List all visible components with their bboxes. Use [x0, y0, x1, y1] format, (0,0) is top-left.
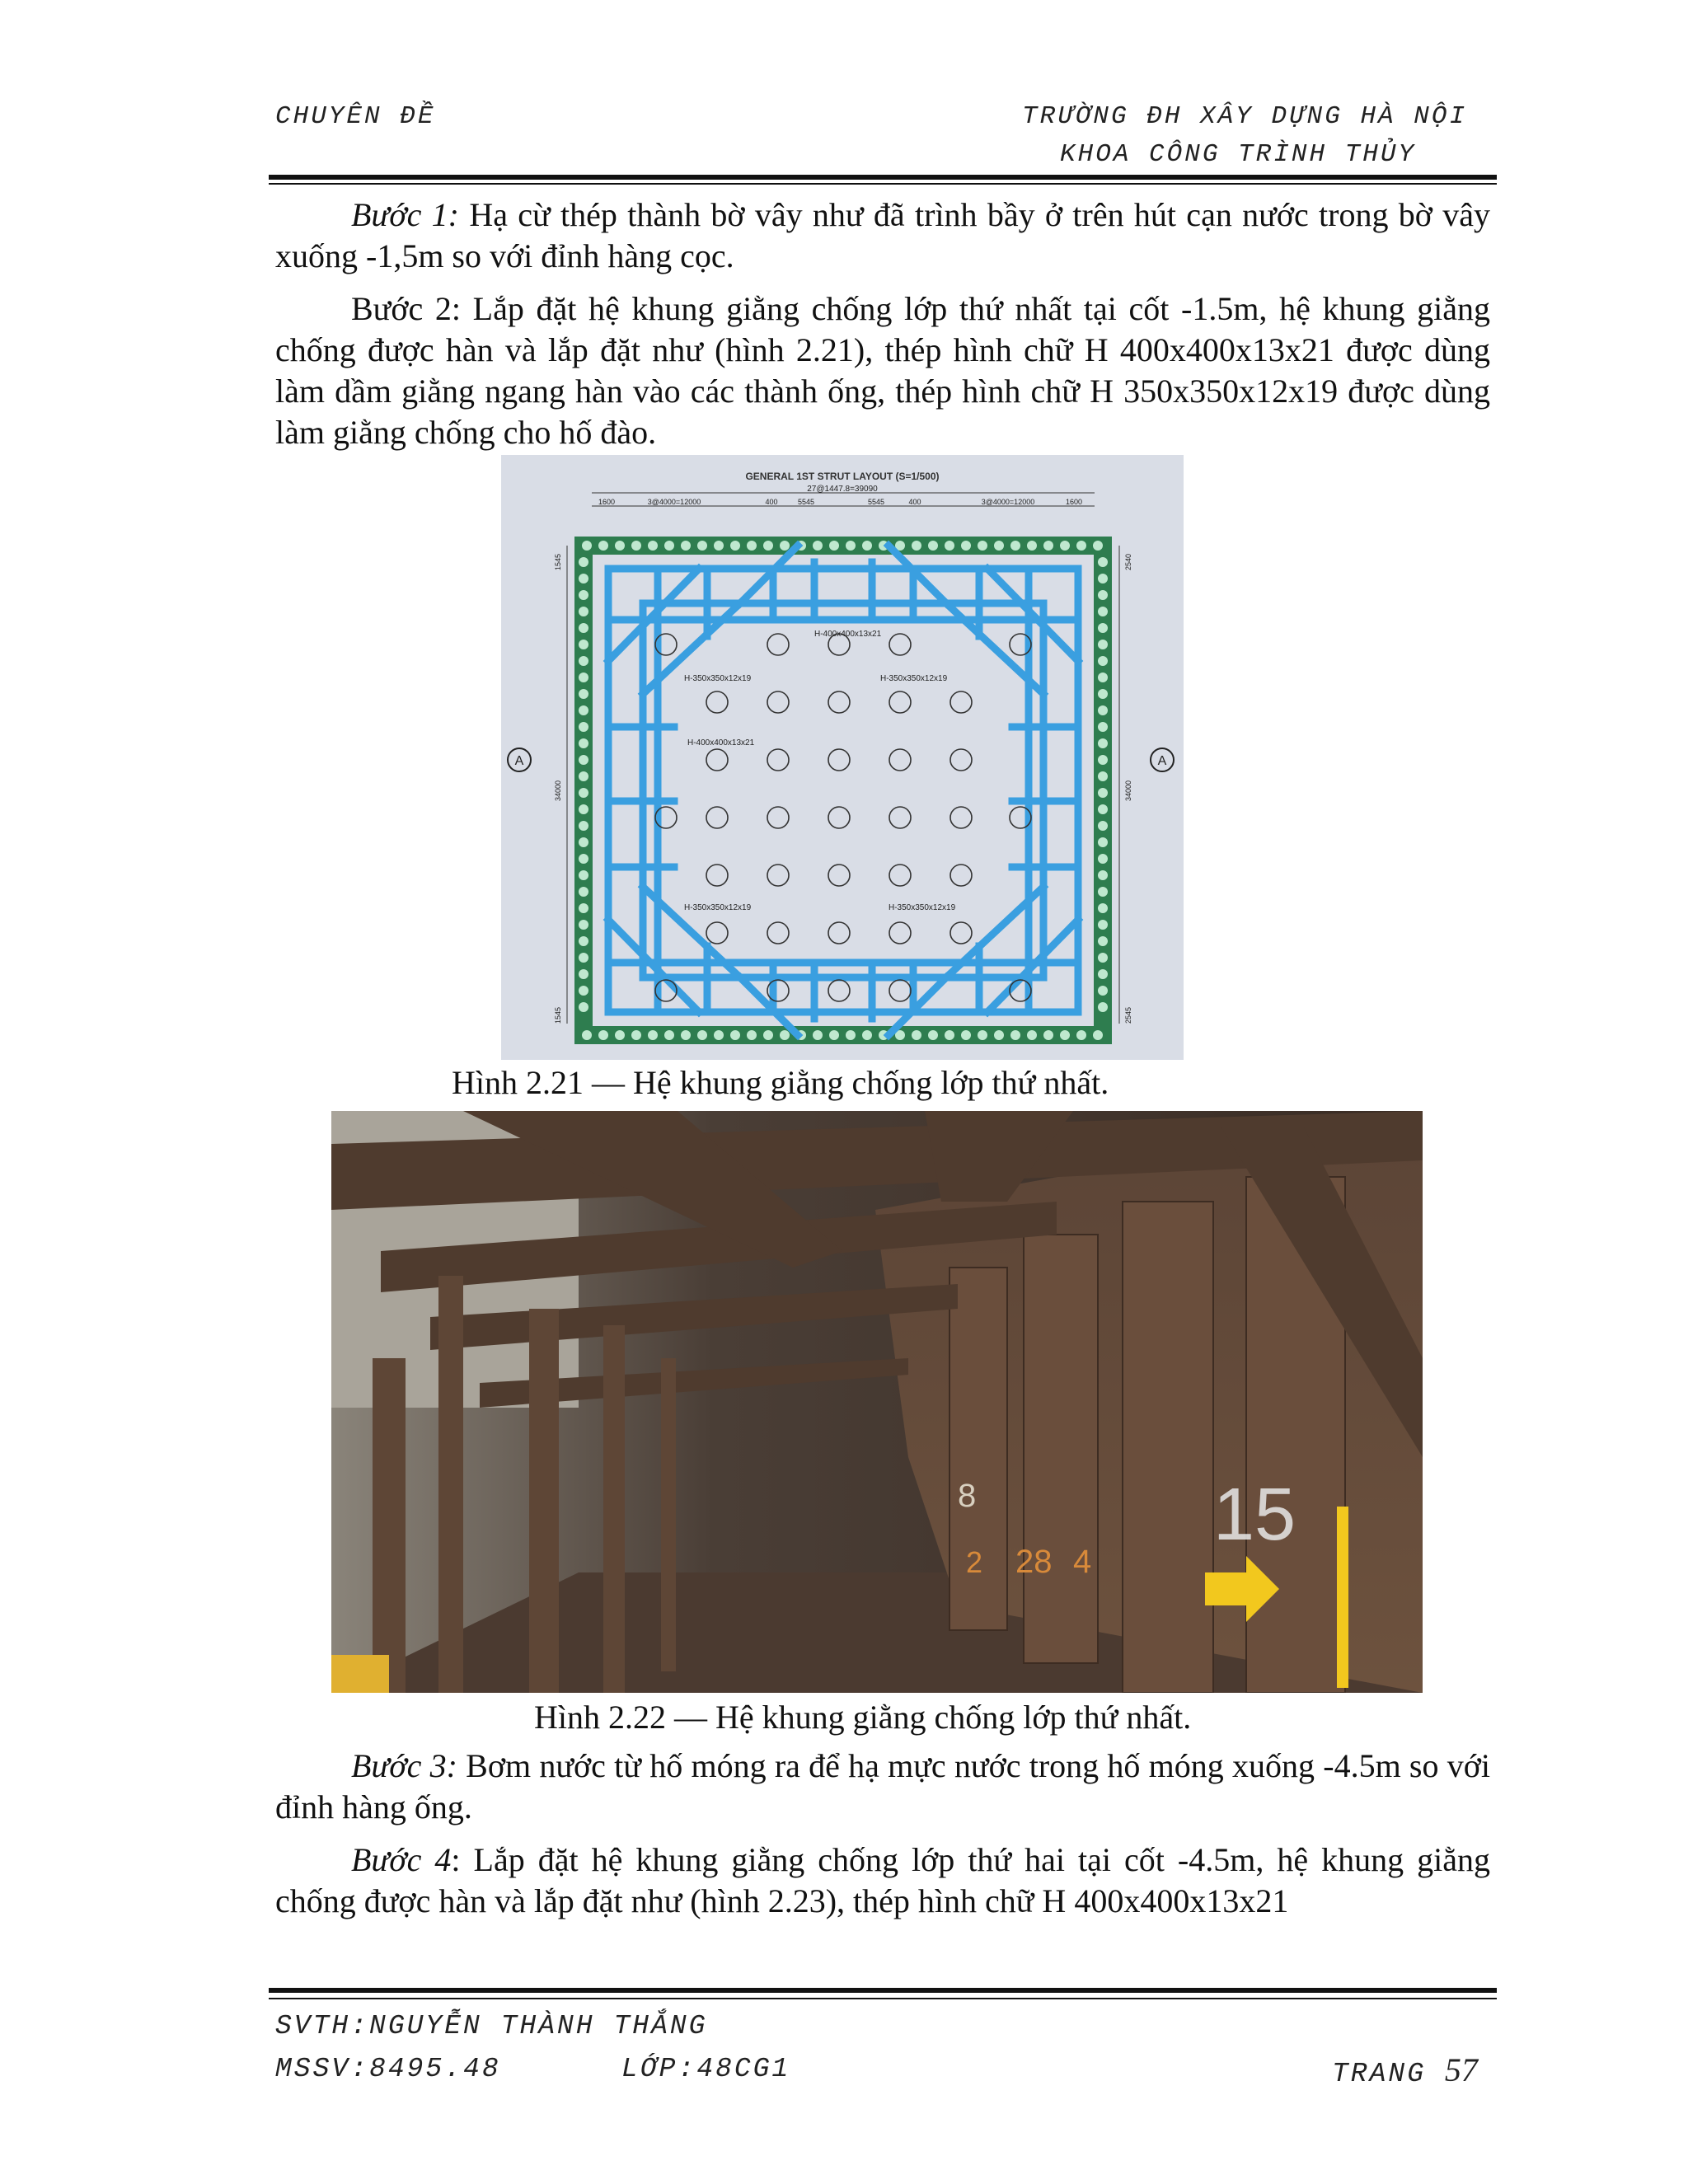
dim-height-right: 34000 [1124, 780, 1132, 801]
sheet-pile-dot [1098, 557, 1108, 567]
dim-1600-left: 1600 [598, 498, 616, 506]
sheet-pile-dot [747, 1030, 757, 1040]
painted-number-8: 8 [958, 1478, 977, 1514]
sheet-pile-dot [579, 1002, 588, 1012]
dim-right-bottom: 2545 [1124, 1006, 1132, 1024]
figure-strut-layout-drawing [501, 455, 1184, 1060]
sheet-pile-dot [730, 541, 740, 551]
sheet-pile-dot [579, 705, 588, 715]
sheet-pile-dot [579, 953, 588, 963]
sheet-pile-dot [615, 541, 625, 551]
sheet-pile-dot [730, 1030, 740, 1040]
sheet-pile-dot [1098, 771, 1108, 781]
sheet-pile-dot [763, 1030, 773, 1040]
sheet-pile-dot [1098, 920, 1108, 930]
sheet-pile-dot [579, 969, 588, 979]
sheet-pile-dot [1098, 607, 1108, 616]
step-4-text: : Lắp đặt hệ khung giằng chống lớp thứ hai tại cốt -4.5m, hệ khung giằng chống được hàn và lắp đặt như (hình 2.23), thép hình chữ H 400x400x13x21 [275, 1841, 1490, 1919]
sheet-pile-dot [579, 656, 588, 666]
sheet-pile-dot [664, 1030, 674, 1040]
sheet-pile-dot [813, 1030, 823, 1040]
drawing-title: GENERAL 1ST STRUT LAYOUT (S=1/500) [745, 471, 940, 482]
header-rule-thin [269, 183, 1497, 185]
figure-strut-photo [331, 1111, 1423, 1693]
sheet-pile-dot [579, 821, 588, 831]
sheet-pile-dot [846, 541, 856, 551]
sheet-pile-dot [648, 541, 658, 551]
sheet-pile-dot [579, 903, 588, 913]
sheet-pile-dot [912, 541, 921, 551]
sheet-pile-dot [1098, 656, 1108, 666]
sheet-pile-dot [697, 541, 707, 551]
dim-right-top: 2540 [1124, 553, 1132, 570]
sheet-pile-dot [1076, 1030, 1086, 1040]
sheet-pile-dot [1098, 705, 1108, 715]
dim-400-left: 400 [765, 498, 778, 506]
footer-mssv: MSSV:8495.48 [275, 2054, 501, 2084]
header-rule-thick [269, 175, 1497, 180]
sheet-pile-dot [1098, 936, 1108, 946]
sheet-pile-dot [829, 1030, 839, 1040]
sheet-pile-dot [579, 870, 588, 880]
sheet-pile-dot [945, 1030, 954, 1040]
sheet-pile-dot [648, 1030, 658, 1040]
sheet-pile-dot [598, 1030, 608, 1040]
paragraph-step-3 [275, 1746, 1490, 1828]
sheet-pile-dot [1098, 953, 1108, 963]
sheet-pile-dot [780, 1030, 790, 1040]
sheet-pile-dot [582, 541, 592, 551]
sheet-pile-dot [928, 541, 938, 551]
step-3-text: Bơm nước từ hố móng ra để hạ mực nước trong hố móng xuống -4.5m so với đỉnh hàng ống. [275, 1747, 1491, 1825]
sheet-pile-dot [945, 541, 954, 551]
sheet-pile-dot [763, 541, 773, 551]
dim-1600-right: 1600 [1065, 498, 1083, 506]
sheet-pile-dot [579, 887, 588, 897]
dim-total: 27@1447.8=39090 [807, 485, 878, 494]
sheet-pile-dot [681, 1030, 691, 1040]
sheet-pile-dot [579, 673, 588, 682]
sheet-pile-dot [697, 1030, 707, 1040]
header-faculty: KHOA CÔNG TRÌNH THỦY [1060, 140, 1417, 169]
sheet-pile-dot [912, 1030, 921, 1040]
sheet-pile-dot [978, 1030, 987, 1040]
sheet-pile-dot [579, 788, 588, 798]
sheet-pile-dot [1098, 623, 1108, 633]
header-left: CHUYÊN ĐỀ [275, 102, 436, 131]
sheet-pile-dot [579, 986, 588, 996]
sheet-pile-dot [994, 1030, 1004, 1040]
sheet-pile-dot [1098, 640, 1108, 649]
label-h400-left: H-400x400x13x21 [687, 738, 755, 748]
sheet-pile-dot [1060, 541, 1070, 551]
sheet-pile-dot [579, 557, 588, 567]
sheet-pile-dot [579, 804, 588, 814]
sheet-pile-dot [961, 1030, 971, 1040]
sheet-pile-dot [961, 541, 971, 551]
paragraph-step-1 [275, 194, 1490, 277]
sheet-pile-dot [978, 541, 987, 551]
dim-height-left: 34000 [554, 780, 562, 801]
sheet-pile-dot [1027, 1030, 1037, 1040]
label-h350-tl: H-350x350x12x19 [684, 674, 752, 683]
sheet-pile-dot [579, 640, 588, 649]
step-1-label: Bước 1: [351, 196, 459, 233]
body-text-top [275, 194, 1490, 453]
dim-5545-right: 5545 [867, 498, 885, 506]
sheet-pile-dot [829, 541, 839, 551]
sheet-pile-dot [1060, 1030, 1070, 1040]
sheet-pile-dot [1098, 804, 1108, 814]
yellow-box [331, 1655, 389, 1693]
caption-figure-2-21: Hình 2.21 — Hệ khung giằng chống lớp thứ nhất. [452, 1064, 1109, 1101]
label-h350-br: H-350x350x12x19 [889, 903, 956, 912]
sheet-pile-dot [1098, 738, 1108, 748]
sheet-pile-dot [1043, 1030, 1053, 1040]
dim-5545-left: 5545 [797, 498, 815, 506]
footer-page-number: 57 [1444, 2051, 1478, 2088]
step-4-label: Bước 4 [351, 1841, 452, 1878]
sheet-pile-dot [579, 623, 588, 633]
sheet-pile-dot [1010, 1030, 1020, 1040]
sheet-pile-dot [862, 541, 872, 551]
sheet-pile-dot [579, 607, 588, 616]
sheet-pile-dot [1098, 986, 1108, 996]
sheet-pile-dot [1098, 969, 1108, 979]
step-3-label: Bước 3: [351, 1747, 457, 1784]
sheet-pile-dot [747, 541, 757, 551]
sheet-pile-dot [1098, 1002, 1108, 1012]
sheet-pile-dot [1098, 574, 1108, 583]
label-h400-top: H-400x400x13x21 [814, 630, 882, 639]
sheet-pile-dot [631, 1030, 641, 1040]
sheet-pile-dot [846, 1030, 856, 1040]
sheet-pile-dot [579, 590, 588, 600]
sheet-pile-dot [1043, 541, 1053, 551]
dim-left-top: 1545 [554, 553, 562, 570]
sheet-pile-dot [813, 541, 823, 551]
footer-page-label: TRANG [1332, 2059, 1445, 2089]
sheet-pile-dot [862, 1030, 872, 1040]
dim-3x4000-right: 3@4000=12000 [981, 498, 1035, 506]
body-text-bottom [275, 1746, 1490, 1922]
sheet-pile-dot [1098, 722, 1108, 732]
dim-left-bottom: 1545 [554, 1006, 562, 1024]
painted-number-15: 15 [1213, 1474, 1296, 1556]
sheet-pile-dot [579, 936, 588, 946]
sheet-pile-dot [1098, 821, 1108, 831]
sheet-pile-dot [579, 574, 588, 583]
sheet-pile-dot [714, 1030, 724, 1040]
sheet-pile-dot [579, 722, 588, 732]
sheet-pile-dot [579, 755, 588, 765]
section-mark-right: A [1157, 754, 1167, 768]
sheet-pile-dot [1098, 590, 1108, 600]
sheet-pile-dot [681, 541, 691, 551]
paragraph-step-4 [275, 1840, 1490, 1922]
painted-number-4: 4 [1073, 1544, 1092, 1580]
sheet-pile-dot [1098, 903, 1108, 913]
footer-rule-thick [269, 1988, 1497, 1993]
sheet-pile-dot [615, 1030, 625, 1040]
sheet-pile-dot [582, 1030, 592, 1040]
footer-class: LỚP:48CG1 [621, 2054, 791, 2084]
sheet-pile-dot [631, 541, 641, 551]
sheet-pile-dot [780, 541, 790, 551]
sheet-pile-dot [579, 854, 588, 864]
sheet-pile-dot [664, 541, 674, 551]
sheet-pile-dot [714, 541, 724, 551]
sheet-pile-dot [1093, 541, 1103, 551]
sheet-pile-dot [1098, 887, 1108, 897]
sheet-pile-dot [1098, 870, 1108, 880]
paragraph-step-2: Bước 2: Lắp đặt hệ khung giằng chống lớp thứ nhất tại cốt -1.5m, hệ khung giằng chống được hàn và lắp đặt như (hình 2.21), thép hình chữ H 400x400x13x21 được dùng làm dầm giằng ngang hàn vào các thành ống, thép hình chữ H 350x350x12x19 được dùng làm giằng chống cho hố đào. [275, 290, 1490, 451]
sheet-pile-dot [579, 689, 588, 699]
label-h350-bl: H-350x350x12x19 [684, 903, 752, 912]
sheet-pile-dot [1098, 755, 1108, 765]
sheet-pile-dot [579, 837, 588, 847]
sheet-pile-dot [579, 738, 588, 748]
painted-number-28: 28 [1015, 1544, 1053, 1580]
sheet-pile-dot [1027, 541, 1037, 551]
sheet-pile-dot [1098, 689, 1108, 699]
footer-student: SVTH:NGUYỄN THÀNH THẮNG [275, 2011, 708, 2041]
footer-page [1332, 2050, 1478, 2089]
footer-rule-thin [269, 1998, 1497, 1999]
sheet-pile-dot [994, 541, 1004, 551]
sheet-pile-dot [1098, 837, 1108, 847]
caption-figure-2-22: Hình 2.22 — Hệ khung giằng chống lớp thứ nhất. [534, 1699, 1192, 1736]
section-mark-left: A [514, 754, 524, 768]
sheet-pile-dot [1098, 673, 1108, 682]
sheet-pile-dot [928, 1030, 938, 1040]
header-university: TRƯỜNG ĐH XÂY DỰNG HÀ NỘI [1022, 102, 1468, 131]
sheet-pile-dot [579, 771, 588, 781]
painted-number-2: 2 [966, 1545, 983, 1579]
sheet-pile-dot [598, 541, 608, 551]
dim-3x4000-left: 3@4000=12000 [647, 498, 701, 506]
sheet-pile-dot [1093, 1030, 1103, 1040]
yellow-post [1337, 1507, 1348, 1688]
sheet-pile-dot [1010, 541, 1020, 551]
sheet-pile-dot [1098, 788, 1108, 798]
step-1-text: Hạ cừ thép thành bờ vây như đã trình bầy ở trên hút cạn nước trong bờ vây xuống -1,5m so với đỉnh hàng cọc. [275, 196, 1491, 274]
sheet-pile-dot [1076, 541, 1086, 551]
label-h350-tr: H-350x350x12x19 [880, 674, 948, 683]
sheet-pile-dot [1098, 854, 1108, 864]
dim-400-right: 400 [908, 498, 921, 506]
sheet-pile-dot [579, 920, 588, 930]
